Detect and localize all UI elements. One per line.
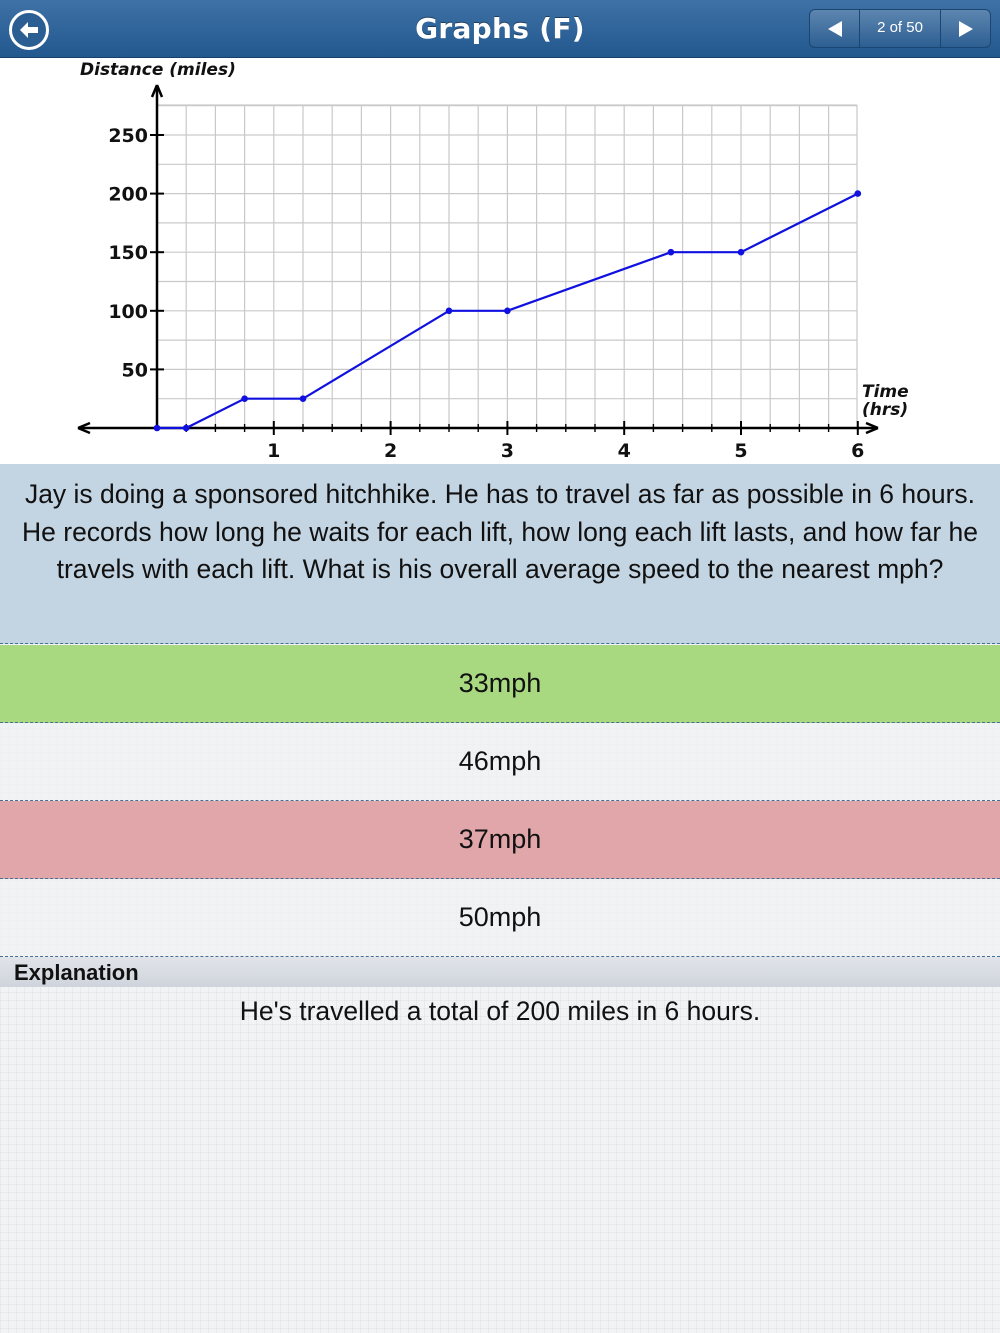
data-point (668, 249, 675, 256)
question-counter: 2 of 50 (877, 19, 923, 36)
chart-grid (157, 105, 857, 428)
next-question-button[interactable] (940, 10, 990, 47)
data-point (241, 395, 248, 402)
answer-option-1[interactable] (0, 645, 1000, 723)
y-tick-label: 150 (108, 242, 148, 265)
answer-label: 33mph (458, 668, 542, 698)
triangle-right-icon (956, 19, 976, 39)
top-bar (0, 0, 1000, 58)
explanation-text: He's travelled a total of 200 miles in 6 hours. (239, 996, 761, 1026)
data-point (154, 425, 161, 432)
x-axis-label-line1: Time (862, 382, 909, 402)
chart-ticks (108, 125, 864, 462)
data-point (504, 308, 511, 315)
answer-option-3[interactable] (0, 801, 1000, 879)
question-pager (809, 9, 991, 48)
x-axis-label-line2: (hrs) (862, 400, 909, 420)
y-tick-label: 50 (121, 359, 148, 382)
triangle-left-icon (825, 19, 845, 39)
y-tick-label: 200 (108, 183, 148, 206)
y-tick-label: 250 (108, 125, 148, 147)
x-tick-label: 3 (500, 440, 515, 462)
question-panel (0, 464, 1000, 644)
previous-question-button[interactable] (810, 10, 860, 47)
y-tick-label: 100 (108, 300, 148, 323)
data-point (738, 249, 745, 256)
answer-label: 37mph (458, 824, 542, 854)
question-text: Jay is doing a sponsored hitchhike. He has to travel as far as possible in 6 hours. He records how long he waits for each lift, how long each lift lasts, and how far he travels with each lift. What is his overall average speed to the nearest mph? (22, 479, 978, 584)
x-tick-label: 1 (267, 440, 281, 462)
graph-panel (0, 58, 1000, 464)
answer-label: 46mph (458, 746, 542, 776)
data-point (300, 395, 307, 402)
data-point (183, 425, 190, 432)
x-tick-label: 2 (383, 440, 398, 462)
answer-option-4[interactable] (0, 879, 1000, 957)
distance-time-chart (0, 58, 1000, 464)
x-tick-label: 5 (734, 440, 748, 462)
x-tick-label: 6 (851, 440, 865, 462)
data-point (446, 308, 453, 315)
answer-option-2[interactable] (0, 723, 1000, 801)
x-tick-label: 4 (617, 440, 631, 462)
data-point (855, 190, 862, 197)
y-axis-label: Distance (miles) (80, 60, 236, 80)
explanation-heading: Explanation (0, 957, 1000, 987)
answer-label: 50mph (458, 902, 542, 932)
page-title: Graphs (F) (415, 12, 585, 45)
